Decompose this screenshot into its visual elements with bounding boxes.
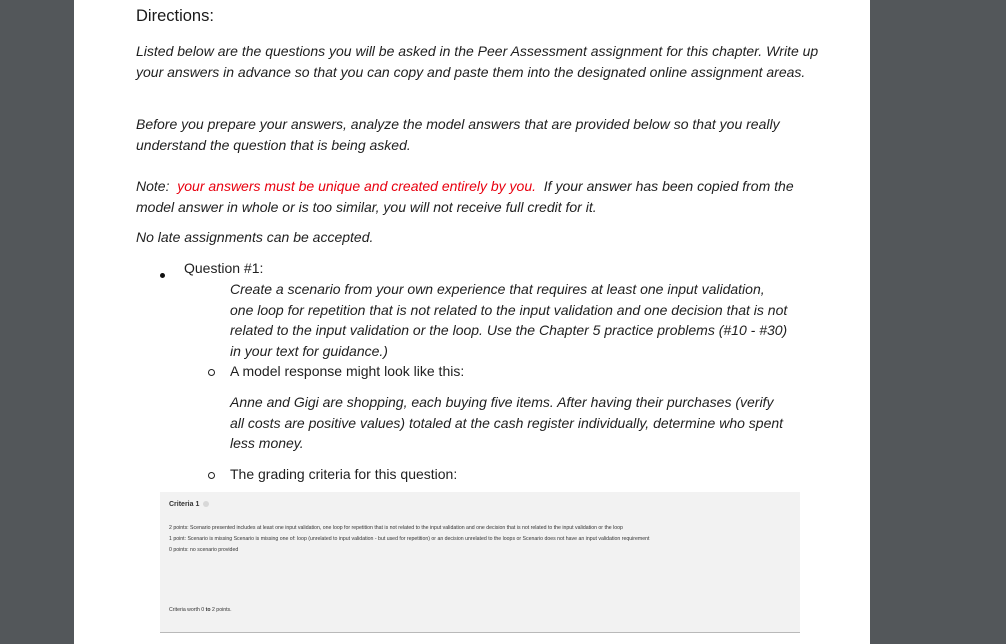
circle-bullet-icon (208, 369, 215, 376)
criteria-worth (169, 607, 232, 613)
criteria-worth-to: to (205, 607, 211, 613)
note-label: Note: (136, 178, 170, 194)
criteria-worth-prefix: Criteria worth 0 (169, 607, 205, 613)
circle-bullet-icon (208, 472, 215, 479)
criteria-title (169, 501, 209, 508)
criteria-worth-suffix: 2 points. (211, 607, 232, 613)
note-highlight: your answers must be unique and created entirely by you. (177, 178, 537, 194)
criteria-line-2-points: 2 points: Scenario presented includes at least one input validation, one loop for repetition that is not related to the input validation and one decision that is not related to the input validation or the loop (169, 525, 623, 531)
model-response-label: A model response might look like this: (230, 363, 465, 379)
model-answer: Anne and Gigi are shopping, each buying five items. After having their purchases (verify all costs are positive values) totaled at the cash register individually, determine who spent less money. (230, 394, 784, 452)
question-prompt: Create a scenario from your own experience that requires at least one input validation, one loop for repetition that is not related to the input validation and one decision that is not related to the input validation or the loop. Use the Chapter 5 practice problems (#10 - #30) in your text for guidance.) (230, 281, 788, 359)
document-page (74, 0, 870, 644)
criteria-line-0-points: 0 points: no scenario provided (169, 547, 239, 553)
criteria-panel (160, 492, 800, 633)
late-paragraph: No late assignments can be accepted. (136, 229, 374, 245)
note-rest: If your answer has been copied from the model answer in whole or is too similar, you will not receive full credit for it. (136, 178, 794, 215)
note-paragraph (136, 176, 826, 217)
criteria-title-text: Criteria 1 (169, 501, 200, 508)
info-icon[interactable] (203, 501, 209, 507)
grading-criteria-label: The grading criteria for this question: (230, 466, 458, 482)
intro-paragraph: Listed below are the questions you will be asked in the Peer Assessment assignment for this chapter. Write up your answers in advance so that you can copy and paste them into the designated online assignment areas. (136, 43, 819, 80)
criteria-line-1-point: 1 point: Scenario is missing Scenario is missing one of: loop (unrelated to input validation - but used for repetition) or an decision unrelated to the loops or Scenario does not have an input validation requirement (169, 536, 650, 542)
prepare-paragraph: Before you prepare your answers, analyze the model answers that are provided below so that you really understand the question that is being asked. (136, 116, 780, 153)
question-label: Question #1: (184, 260, 264, 276)
directions-heading: Directions: (136, 7, 214, 25)
bullet-icon (160, 273, 165, 278)
